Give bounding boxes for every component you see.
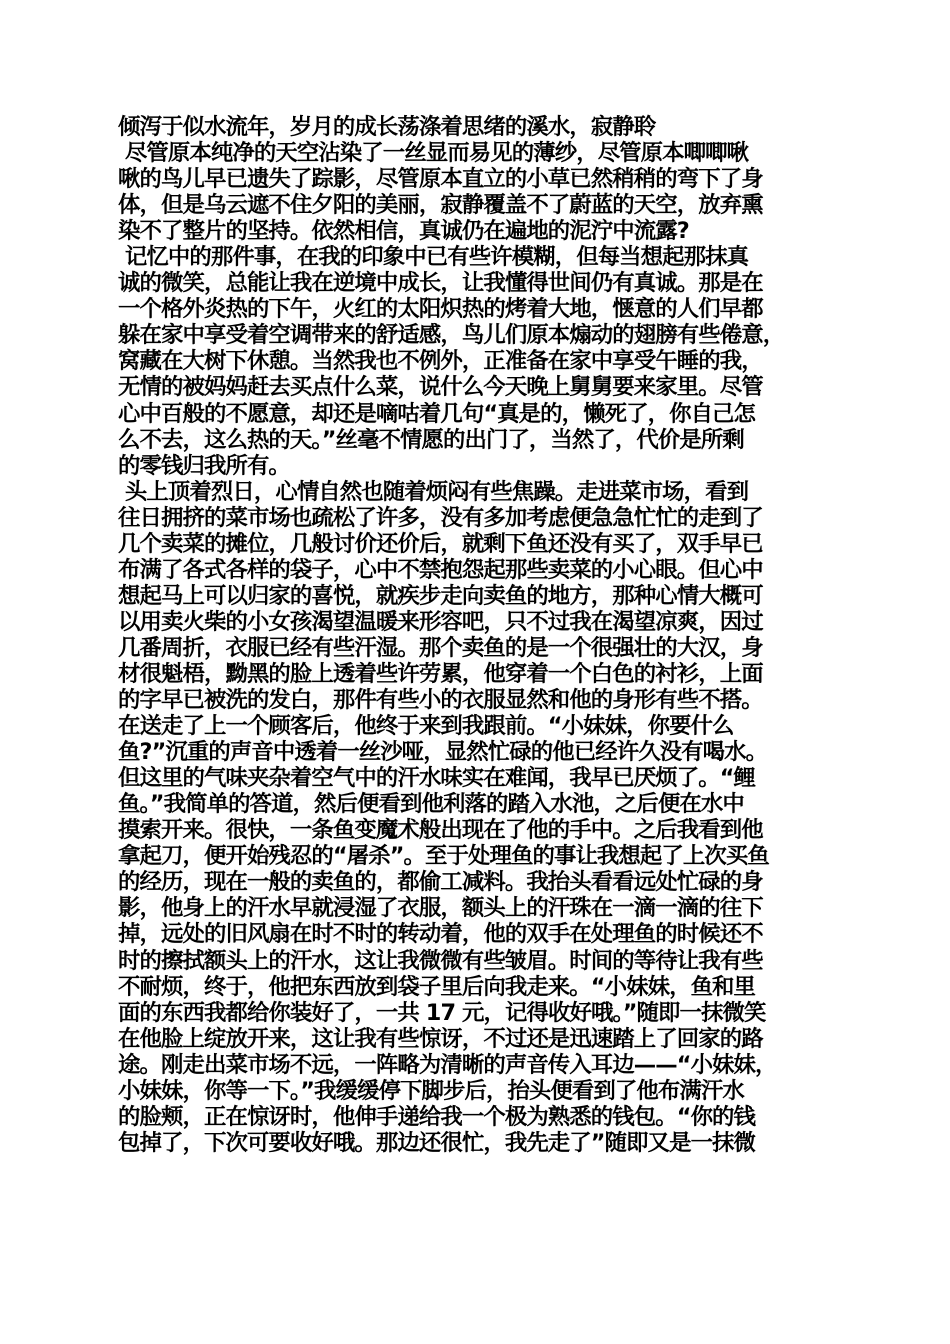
text-line: 头上顶着烈日，心情自然也随着烦闷有些焦躁。走进菜市场，看到: [118, 478, 749, 505]
text-line: 么不去，这么热的天。”丝毫不情愿的出门了，当然了，代价是所剩: [118, 426, 744, 453]
text-line: 的字早已被洗的发白，那件有些小的衣服显然和他的身形有些不搭。: [118, 687, 763, 714]
text-line: 无情的被妈妈赶去买点什么菜，说什么今天晚上舅舅要来家里。尽管: [118, 374, 763, 401]
text-line: 躲在家中享受着空调带来的舒适感，鸟儿们原本煽动的翅膀有些倦意，: [118, 322, 785, 349]
text-line: 体，但是乌云遮不住夕阳的美丽，寂静覆盖不了蔚蓝的天空，放弃熏: [118, 192, 763, 219]
text-line: 一个格外炎热的下午，火红的太阳炽热的烤着大地，惬意的人们早都: [118, 296, 763, 323]
text-line: 以用卖火柴的小女孩渴望温暖来形容吧，只不过我在渴望凉爽，因过: [118, 608, 763, 635]
text-line: 但这里的气味夹杂着空气中的汗水味实在难闻，我早已厌烦了。“鲤: [118, 765, 756, 792]
text-line: 途。刚走出菜市场不远，一阵略为清晰的声音传入耳边——“小妹妹，: [118, 1051, 777, 1078]
text-line: 鱼?”沉重的声音中透着一丝沙哑，显然忙碌的他已经许久没有喝水。: [118, 739, 768, 766]
text-line: 材很魁梧，黝黑的脸上透着些许劳累，他穿着一个白色的衬衫，上面: [118, 660, 763, 687]
text-line: 拿起刀，便开始残忍的“屠杀”。至于处理鱼的事让我想起了上次买鱼: [118, 843, 769, 870]
text-line: 尽管原本纯净的天空沾染了一丝显而易见的薄纱，尽管原本唧唧啾: [118, 140, 749, 167]
text-line: 在他脸上绽放开来，这让我有些惊讶，不过还是迅速踏上了回家的路: [118, 1025, 763, 1052]
text-line: 小妹妹，你等一下。”我缓缓停下脚步后，抬头便看到了他布满汗水: [118, 1077, 744, 1104]
text-line: 不耐烦，终于，他把东西放到袋子里后向我走来。“小妹妹，鱼和里: [118, 973, 756, 1000]
text-line: 诚的微笑，总能让我在逆境中成长，让我懂得世间仍有真诚。那是在: [118, 270, 763, 297]
text-line: 的零钱归我所有。: [118, 452, 290, 479]
text-line: 影，他身上的汗水早就浸湿了衣服，额头上的汗珠在一滴一滴的往下: [118, 895, 763, 922]
text-line: 记忆中的那件事，在我的印象中已有些许模糊，但每当想起那抹真: [118, 244, 749, 271]
text-line: 几个卖菜的摊位，几般讨价还价后，就剩下鱼还没有买了，双手早已: [118, 530, 763, 557]
text-line: 往日拥挤的菜市场也疏松了许多，没有多加考虑便急急忙忙的走到了: [118, 504, 763, 531]
text-line: 几番周折，衣服已经有些汗湿。那个卖鱼的是一个很强壮的大汉，身: [118, 634, 763, 661]
text-line: 摸索开来。很快，一条鱼变魔术般出现在了他的手中。之后我看到他: [118, 817, 763, 844]
text-line: 染不了整片的坚持。依然相信，真诚仍在遍地的泥泞中流露?: [118, 218, 689, 245]
text-line: 布满了各式各样的袋子，心中不禁抱怨起那些卖菜的小心眼。但心中: [118, 556, 763, 583]
text-line: 窝藏在大树下休憩。当然我也不例外，正准备在家中享受午睡的我，: [118, 348, 763, 375]
text-line: 啾的鸟儿早已遗失了踪影，尽管原本直立的小草已然稍稍的弯下了身: [118, 166, 763, 193]
text-line: 在送走了上一个顾客后，他终于来到我跟前。“小妹妹，你要什么: [118, 713, 734, 740]
text-line: 想起马上可以归家的喜悦，就疾步走向卖鱼的地方，那种心情大概可: [118, 582, 763, 609]
text-line: 心中百般的不愿意，却还是嘀咕着几句“真是的，懒死了，你自己怎: [118, 400, 756, 427]
text-line: 倾泻于似水流年，岁月的成长荡涤着思绪的溪水，寂静聆: [118, 114, 656, 140]
text-line: 掉，远处的旧风扇在时不时的转动着，他的双手在处理鱼的时候还不: [118, 921, 763, 948]
text-line: 时的擦拭额头上的汗水，这让我微微有些皱眉。时间的等待让我有些: [118, 947, 763, 974]
text-line: 面的东西我都给你装好了，一共 17 元，记得收好哦。”随即一抹微笑: [118, 999, 766, 1026]
text-line: 的脸颊，正在惊讶时，他伸手递给我一个极为熟悉的钱包。“你的钱: [118, 1103, 756, 1130]
text-line: 包掉了，下次可要收好哦。那边还很忙，我先走了”随即又是一抹微: [118, 1129, 756, 1156]
essay-text-block: [118, 114, 846, 1156]
text-line: 鱼。”我简单的答道，然后便看到他利落的踏入水池，之后便在水中: [118, 791, 744, 818]
text-line: 的经历，现在一般的卖鱼的，都偷工减料。我抬头看看远处忙碌的身: [118, 869, 763, 896]
